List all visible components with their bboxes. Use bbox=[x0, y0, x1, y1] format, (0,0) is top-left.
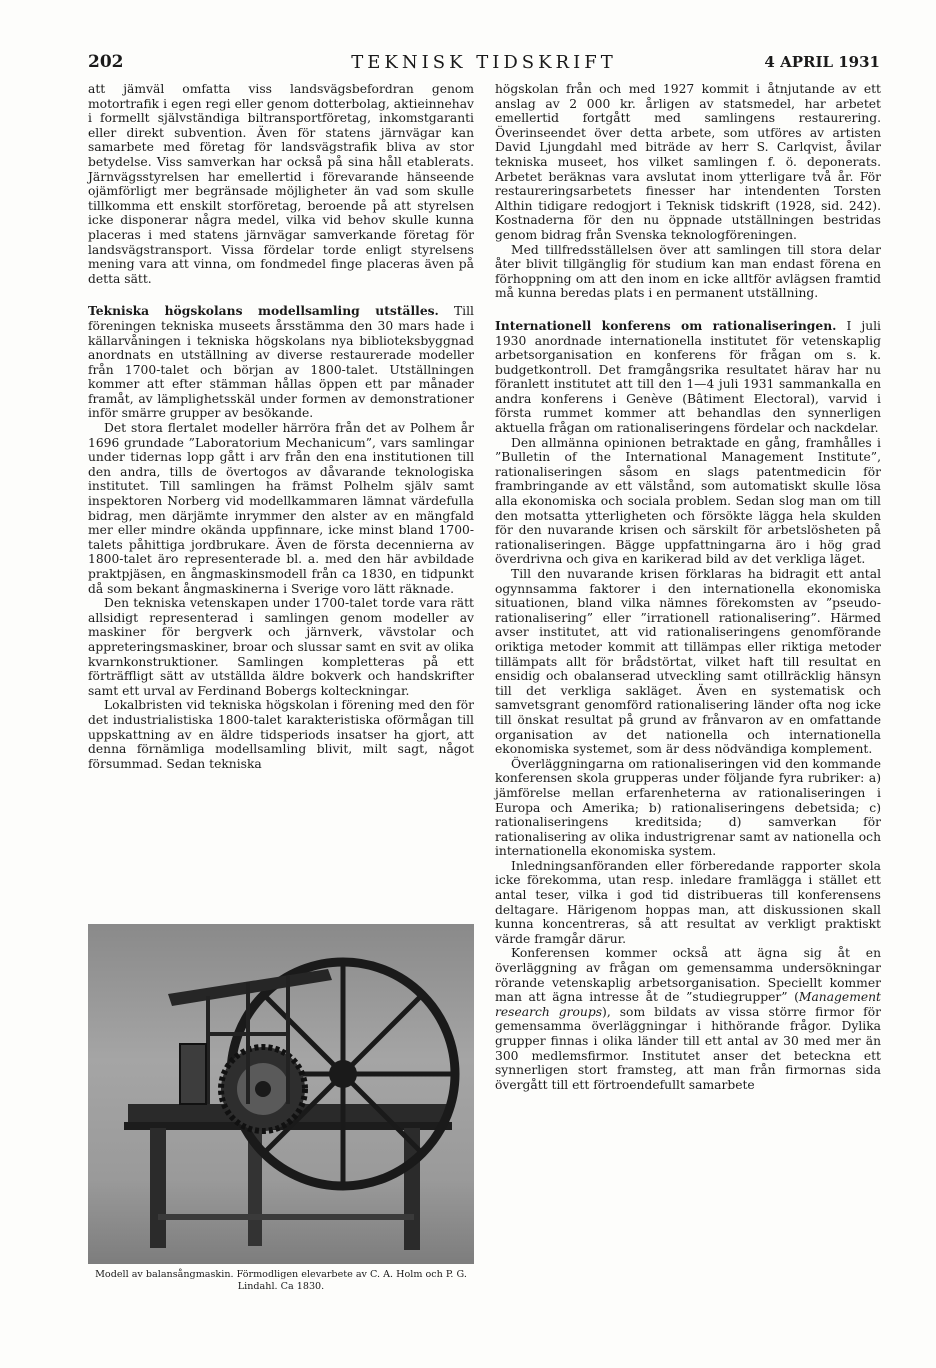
paragraph: att jämväl omfatta viss landsvägsbefordran genom motortrafik i egen regi eller genom dotterbolag, aktieinnehav i formellt självständiga biltransportföretag, inkomstgaranti eller direkt subvention. Även för statens järnvägar kan samarbete med företag för landsvägstrafik bliva av stor betydelse. Viss samverkan har också på sina håll etablerats. Järnvägsstyrelsen har emellertid i förevarande hänseende ojämförligt mer begränsade möjligheter än vad som skulle tillkomma ett enskilt storföretag, beroende på att styrelsen icke disponerar några medel, vilka vid behov skulle kunna placeras i med statens järnvägar samverkande företag för landsvägstransport. Vissa fördelar torde enligt styrelsens mening vara att vinna, om fondmedel finge placeras även på detta sätt. bbox=[88, 82, 474, 286]
steam-engine-illustration bbox=[88, 924, 474, 1264]
paragraph-text: ), som bildats av vissa större firmor för gemensamma överläggningar i hithörande frågor. Dylika grupper finnas i olika länder till ett antal av 30 med mer än 300 medlemsfirmor. Institutet anser det beteckna ett synnerligen stort framsteg, att man från firmornas sida övergått till ett förtroendefullt samarbete bbox=[495, 1004, 881, 1092]
steam-engine-photo bbox=[88, 924, 474, 1264]
emphasized-term: Management research groups bbox=[495, 990, 881, 1019]
page-header bbox=[88, 50, 880, 80]
journal-title: TEKNISK TIDSKRIFT bbox=[351, 52, 617, 73]
paragraph: Det stora flertalet modeller härröra från det av Polhem år 1696 grundade ”Laboratorium Mechanicum”, vars samlingar under tidernas lopp gått i arv från den ena institutionen till den andra, tills de övertogos av dåvarande teknologiska institutet. Till samlingen ha främst Polhelm själv samt inspektoren Norberg vid modellkammaren lämnat värdefulla bidrag, men därjämte inrymmer den alster av en mängfald mer eller mindre okända uppfinnare, icke minst bland 1700-talets påhittiga jordbrukare. Även de första decennierna av 1800-talet äro representerade bl. a. med den här avbildade praktpjäsen, en ångmaskinsmodell från ca 1830, en tidpunkt då som bekant ångmaskinerna i Sverige voro lätt räknade. bbox=[88, 421, 474, 596]
paragraph: Den tekniska vetenskapen under 1700-talet torde vara rätt allsidigt representerad i samlingen genom modeller av maskiner för bergverk och järnverk, vävstolar och appreteringsmaskiner, broar och slussar samt en svit av olika kvarnkonstruktioner. Samlingen kompletteras på ett förträffligt sätt av utställda äldre bokverk och handskrifter samt ett urval av Ferdinand Bobergs kolteckningar. bbox=[88, 596, 474, 698]
paragraph: Inledningsanföranden eller förberedande rapporter skola icke förekomma, utan resp. inledare framlägga i stället ett antal teser, vilka i god tid distribueras till konferensens deltagare. Härigenom hoppas man, att diskussionen skall kunna koncentreras, så att resultat av verkligt praktiskt värde framgår därur. bbox=[495, 858, 881, 946]
paragraph: Med tillfredsställelsen över att samlingen till stora delar åter blivit tillgänglig för studium kan man endast förena en förhoppning om att den inom en icke alltför avlägsen framtid må kunna beredas plats i en permanent utställning. bbox=[495, 242, 881, 301]
article-heading: Internationell konferens om rationaliseringen. bbox=[495, 317, 837, 333]
paragraph: Den allmänna opinionen betraktade en gång, framhålles i ”Bulletin of the International Management Institute”, rationaliseringen såsom en slags patentmedicin för frambringande av ett välstånd, som automatiskt skulle lösa alla ekonomiska och sociala problem. Sedan slog man om till den motsatta ytterligheten och försökte lägga hela skulden för den nuvarande krisen och särskilt för arbetslösheten på rationaliseringen. Bägge uppfattningarna äro i hög grad överdrivna och giva en karikerad bild av det verkliga läget. bbox=[495, 435, 881, 567]
figure-caption: Modell av balansångmaskin. Förmodligen elevarbete av C. A. Holm och P. G. Lindahl. Ca 1830. bbox=[95, 1269, 467, 1292]
paragraph-text: Konferensen kommer också att ägna sig åt en överläggning av frågan om gemensamma undersökningar rörande vetenskaplig arbetsorganisation. Speciellt kommer man att ägna intresse åt de ”studiegrupper” ( bbox=[495, 946, 881, 1005]
right-column bbox=[495, 82, 881, 1092]
left-column bbox=[88, 82, 474, 771]
paragraph: högskolan från och med 1927 kommit i åtnjutande av ett anslag av 2 000 kr. årligen av statsmedel, har arbetet emellertid fortgått med samlingens restaurering. Överinseendet över detta arbete, som utföres av artisten David Ljungdahl med biträde av herr S. Carlqvist, åvilar tekniska museet, hos vilket samlingen f. ö. deponerats. Arbetet beräknas vara avslutat inom ytterligare två år. För restaureringsarbetets finesser har intendenten Torsten Althin tidigare redogjort i Teknisk tidskrift (1928, sid. 242). Kostnaderna för den nu öppnade utställningen bestridas genom bidrag från Svenska teknologföreningen. bbox=[495, 82, 881, 242]
paragraph-text: Till föreningen tekniska museets årsstämma den 30 mars hade i källarvåningen i tekniska högskolans nya biblioteksbyggnad anordnats en utställning av diverse restaurerade modeller från 1700-talet och början av 1800-talet. Utställningen kommer att efter stämman hållas öppen ett par månader framåt, av lämplighetsskäl under formen av demonstrationer inför smärre grupper av besökande. bbox=[88, 304, 474, 421]
paragraph-text: I juli 1930 anordnade internationella institutet för vetenskaplig arbetsorganisation en konferens för frågan om s. k. budgetkontroll. Det framgångsrika resultatet härav har nu föranlett institutet att till den 1—4 juli 1931 sammankalla en andra konferens i Genève (Bâtiment Electoral), varvid i första rummet kommer att behandlas den synnerligen aktuella frågan om rationaliseringens fördelar och nackdelar. bbox=[495, 318, 881, 436]
paragraph bbox=[495, 946, 881, 1092]
paragraph: Lokalbristen vid tekniska högskolan i förening med den för det industrialistiska 1800-talet karakteristiska oförmågan till uppskattning av en äldre tidsperiods insatser ha gjort, att denna förnämliga modellsamling blivit, milt sagt, något försummad. Sedan tekniska bbox=[88, 698, 474, 771]
issue-date: 4 APRIL 1931 bbox=[764, 53, 880, 71]
paragraph: Till den nuvarande krisen förklaras ha bidragit ett antal ogynnsamma faktorer i den internationella ekonomiska situationen, bland vilka nämnes förekomsten av ”pseudo-rationalisering” eller ”irrationell rationalisering”. Härmed avser institutet, att vid rationaliseringens genomförande oriktiga metoder kommit att tillämpas eller riktiga metoder tillämpats allt för brådstörtat, vilket haft till resultat en ensidig och obalanserad utveckling samt otillräcklig hänsyn till det verkliga sakläget. Även en systematisk och samvetsgrant genomförd rationalisering länder ofta nog icke till önskat resultat på grund av frånvaron av en omfattande organisation av det nationella och internationella ekonomiska systemet, som är dess nödvändiga komplement. bbox=[495, 567, 881, 757]
article-heading: Tekniska högskolans modellsamling utställes. bbox=[88, 303, 439, 319]
article-modellsamling bbox=[88, 304, 474, 421]
page-number: 202 bbox=[88, 52, 124, 72]
paragraph: Överläggningarna om rationaliseringen vid den kommande konferensen skola grupperas under följande fyra rubriker: a) jämförelse mellan erfarenheterna av rationaliseringen i Europa och Amerika; b) rationaliseringens debetsida; c) rationaliseringens kreditsida; d) samverkan för rationalisering av olika industrigrenar samt av nationella och internationella ekonomiska system. bbox=[495, 756, 881, 859]
article-rationalisering bbox=[495, 319, 881, 436]
